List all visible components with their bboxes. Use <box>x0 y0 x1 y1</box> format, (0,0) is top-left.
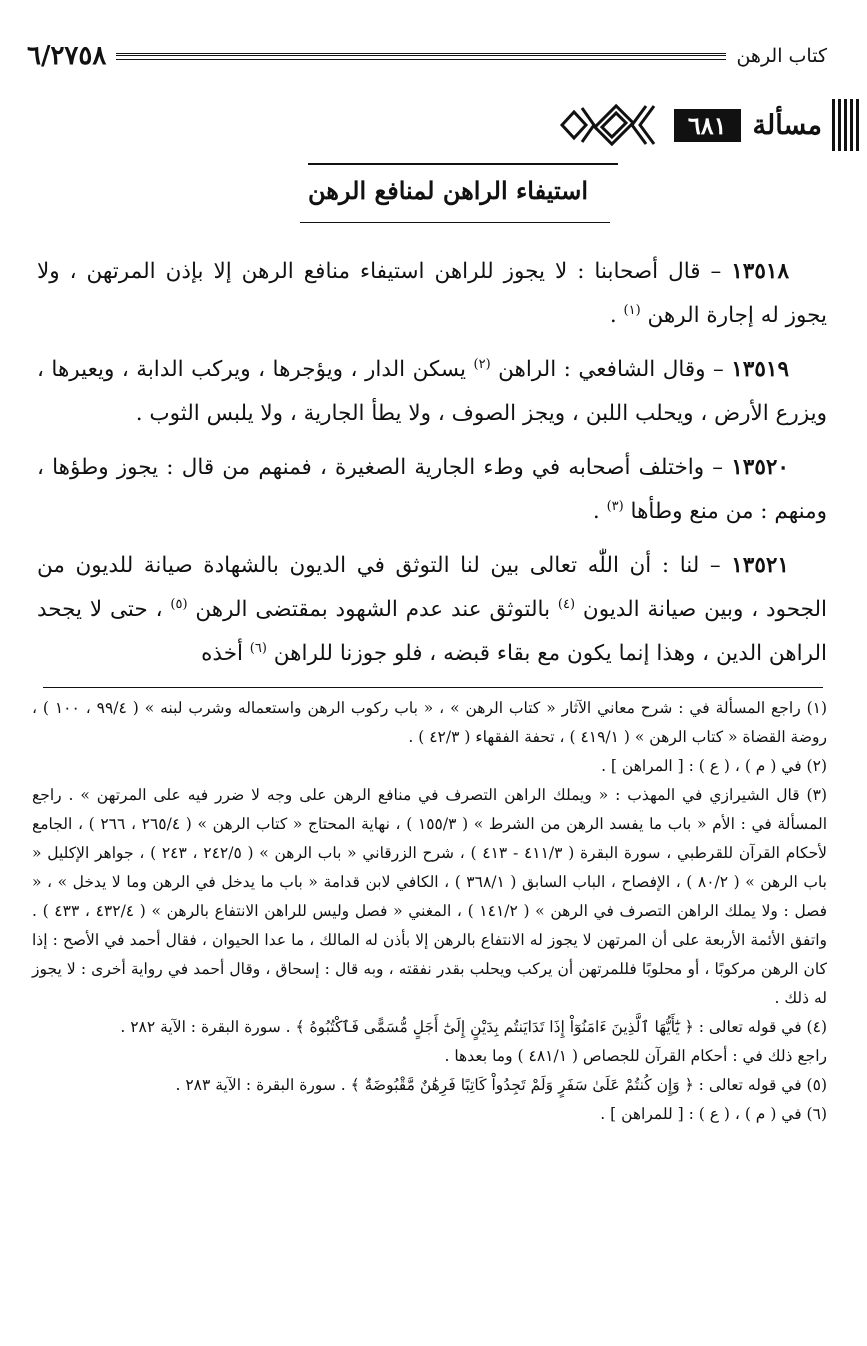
page-title: استيفاء الراهن لمنافع الرهن <box>307 176 589 205</box>
paragraph-text: – وقال الشافعي : الراهن <box>490 357 724 382</box>
paragraph-text: – لنا : أن اللّٰه تعالى بين لنا التوثق في الديون بالشهادة صيانة للديون من الجحود ، وبين صيانة الديون <box>37 553 827 622</box>
paragraph <box>37 446 827 534</box>
footnote-ref: (٢) <box>473 356 491 372</box>
footnote: (١) راجع المسألة في : شرح معاني الآثار « كتاب الرهن » ، « باب ركوب الرهن واستعماله وشرب لبنه » ( ٩٩/٤ ، ١٠٠ ) ، روضة القضاة « كتاب الرهن » ( ٤١٩/١ ) ، تحفة الفقهاء ( ٤٢/٣ ) . <box>32 699 828 746</box>
issue-banner <box>529 96 859 154</box>
paragraph-text: . <box>592 499 607 524</box>
paragraph-number: ١٣٥٢٠ <box>731 455 789 480</box>
paragraph-text: يسكن الدار ، ويؤجرها ، ويركب الدابة ، ويعيرها ، ويزرع الأرض ، ويحلب اللبن ، ويجز الصوف ، ولا يطأ الجارية ، ولا يلبس الثوب . <box>37 357 827 426</box>
paragraph-text: ، حتى لا يجحد الراهن الدين ، وهذا إنما يكون مع بقاء قبضه ، فلو جوزنا للراهن <box>37 597 827 666</box>
header-rule <box>116 53 726 60</box>
title-underline <box>300 222 610 223</box>
running-header <box>27 38 827 74</box>
issue-number: ٦٨١ <box>674 109 741 142</box>
footnote-ref: (٦) <box>249 640 267 656</box>
footnote: راجع ذلك في : أحكام القرآن للجصاص ( ٤٨١/١ ) وما بعدها . <box>444 1047 827 1065</box>
footnote: (٤) في قوله تعالى : ﴿ يَٰٓأَيُّهَا ٱلَّذِينَ ءَامَنُوٓاْ إِذَا تَدَايَنتُم بِدَيْنٍ إِلَىٰٓ أَجَلٍ مُّسَمًّى فَٱكْتُبُوهُ ﴾ . سورة البقرة : الآية ٢٨٢ . <box>120 1018 827 1036</box>
paragraph <box>37 250 827 338</box>
paragraph-text: أخذه <box>201 641 250 666</box>
paragraph-text: . <box>609 303 624 328</box>
footnote: (٥) في قوله تعالى : ﴿ وَإِن كُنتُمْ عَلَىٰ سَفَرٍ وَلَمْ تَجِدُواْ كَاتِبًا فَرِهَٰنٌ مَّقْبُوضَةٌ ﴾ . سورة البقرة : الآية ٢٨٣ . <box>175 1076 827 1094</box>
paragraph-number: ١٣٥١٩ <box>731 357 789 382</box>
footnotes <box>32 694 827 1129</box>
banner-bars-ornament <box>832 99 859 151</box>
ornament-icon <box>554 100 664 150</box>
paragraph-text: بالتوثق عند عدم الشهود بمقتضى الرهن <box>187 597 558 622</box>
footnote-ref: (٤) <box>557 596 576 612</box>
footnote-ref: (٥) <box>170 596 188 612</box>
page-number: ٦/٢٧٥٨ <box>27 41 107 71</box>
paragraph-text: – قال أصحابنا : لا يجوز للراهن استيفاء منافع الرهن إلا بإذن المرتهن ، ولا يجوز له إجارة الرهن <box>37 259 827 328</box>
footnote-ref: (١) <box>623 302 641 318</box>
paragraph-number: ١٣٥١٨ <box>731 259 789 284</box>
paragraph <box>37 544 827 676</box>
title-top-rule <box>308 163 618 165</box>
book-title: كتاب الرهن <box>736 45 827 67</box>
footnote: (٣) قال الشيرازي في المهذب : « ويملك الراهن التصرف في منافع الرهن على وجه لا ضرر فيه على المرتهن » . راجع المسألة في : الأم « باب ما يفسد الرهن من الشرط » ( ١٥٥/٣ ) ، نهاية المحتاج « كتاب الرهن » ( ٢٦٥/٤ ، ٢٦٦ ) ، الجامع لأحكام القرآن للقرطبي ، سورة البقرة ( ٤١١/٣ - ٤١٣ ) ، شرح الزرقاني « باب الرهن » ( ٢٤٢/٥ ، ٢٤٣ ) ، جواهر الإكليل « باب الرهن » ( ٨٠/٢ ) ، الإفصاح ، الباب السابق ( ٣٦٨/١ ) ، الكافي لابن قدامة « باب ما يدخل في الرهن وما لا يدخل » ، « فصل : ولا يملك الراهن التصرف في الرهن » ( ١٤١/٢ ) ، المغني « فصل وليس للراهن الانتفاع بالرهن » ( ٤٣٢/٤ ، ٤٣٣ ) . واتفق الأئمة الأربعة على أن المرتهن لا يجوز له الانتفاع بالرهن إلا بأذن له المالك ، ما عدا الحيوان ، فقال أحمد في الأصح : إذا كان الرهن مركوبًا ، أو محلوبًا فللمرتهن أن يركب ويحلب بقدر نفقته ، وبه قال : إسحاق ، وقال أحمد في رواية أخرى : لا يجوز له ذلك . <box>32 786 828 1007</box>
footnote-ref: (٣) <box>606 498 624 514</box>
footnote: (٦) في ( م ) ، ( ع ) : [ للمراهن ] . <box>600 1105 827 1123</box>
paragraph <box>37 348 827 436</box>
footnote: (٢) في ( م ) ، ( ع ) : [ المراهن ] . <box>601 757 827 775</box>
issue-label: مسألة <box>752 109 822 141</box>
paragraph-number: ١٣٥٢١ <box>731 553 789 578</box>
paragraph-text: – واختلف أصحابه في وطء الجارية الصغيرة ، فمنهم من قال : يجوز وطؤها ، ومنهم : من منع وطأها <box>37 455 827 524</box>
main-text <box>37 250 827 686</box>
footnote-separator <box>43 687 823 688</box>
